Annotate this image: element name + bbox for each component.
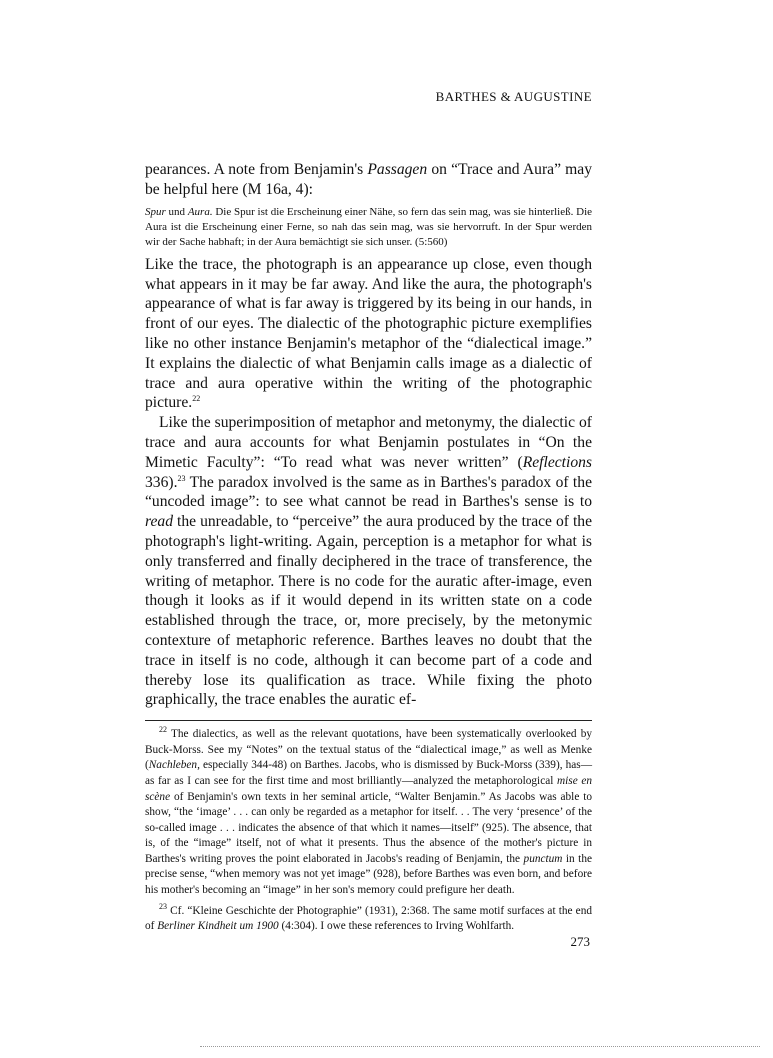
paragraph-superimposition	[145, 413, 592, 710]
intro-italic-passagen: Passagen	[367, 161, 428, 178]
quote-italic-aura: Aura.	[187, 205, 213, 218]
footnote-22-text-3: of Benjamin's own texts in her seminal article, “Walter Benjamin.” As Jacobs was able to show, “the ‘image’ . . . can only be regarded as a metaphor for itself. . . The very ‘presence’ of the so-called image . . . indicates the absence of that which it names—itself” (925). The absence, that is, of the “image” itself, not of what it presents. Thus the absence of the mother's picture in Barthes's writing proves the point elaborated in Jacobs's reading of Benjamin, the	[145, 790, 592, 865]
footnote-22-italic-mise-en-scene: mise en scène	[145, 774, 592, 803]
para2-text-4: the unreadable, to “perceive” the aura produced by the trace of the photograph's light-writing. Again, perception is a metaphor for what is only transferred and finally deciphered in the trace of transference, the writing of metaphor. There is no code for the auratic after-image, even though it looks as if it would depend in its written state on a code established through the trace, or, more precisely, by the metonymic contexture of metaphoric reference. Barthes leaves no doubt that the trace in itself is no code, although it can become part of a code and thereby lose its qualification as trace. While fixing the photo graphically, the trace enables the auratic ef-	[145, 513, 592, 709]
footnote-23-number: 23	[159, 901, 167, 911]
footnote-23	[145, 901, 592, 935]
footnote-23-text-2: (4:304). I owe these references to Irving Wohlfarth.	[278, 920, 515, 933]
intro-text-1: pearances. A note from Benjamin's	[145, 161, 368, 178]
footnote-23-text-1: Cf. “Kleine Geschichte der Photographie” (1931), 2:368. The same motif surfaces at the end of	[145, 904, 592, 933]
para2-italic-read: read	[145, 513, 174, 531]
footnote-divider	[145, 720, 592, 721]
quote-italic-spur: Spur	[145, 205, 166, 218]
quote-text-2: Die Spur ist die Erscheinung einer Nähe, so fern das sein mag, was sie hinterließ. Die Aura ist die Erscheinung einer Ferne, so nah das sein mag, was sie hervorruft. In der Spur werden wir der Sache habhaft; in der Aura bemächtigt sie sich unser. (5:560)	[145, 205, 593, 249]
footnote-22-italic-punctum: punctum	[523, 852, 563, 865]
main-text-block	[145, 160, 592, 940]
para2-text-1: Like the superimposition of metaphor and metonymy, the dialectic of trace and aura accounts for what Benjamin postulates in “On the Mimetic Faculty”: “To read what was never written” (	[145, 414, 592, 471]
footnote-ref-22[interactable]: 22	[192, 394, 201, 404]
footnote-23-italic-berliner-kindheit: Berliner Kindheit um 1900	[157, 920, 279, 933]
paragraph-trace-photograph	[145, 255, 592, 413]
footnote-22-text-4: in the precise sense, “when memory was not yet image” (928), before Barthes was even born, and before his mother's becoming an “image” in her son's memory could prefigure her death.	[145, 852, 592, 897]
para2-italic-reflections: Reflections	[522, 453, 592, 471]
footnote-22-number: 22	[159, 725, 167, 735]
footnote-22	[145, 727, 592, 899]
page-number: 273	[570, 934, 590, 949]
para1-text: Like the trace, the photograph is an appearance up close, even though what appears in it may be far away. And like the aura, the photograph's appearance of what is far away is triggered by its being in our hands, in front of our eyes. The dialectic of the photographic picture exemplifies like no other instance Benjamin's metaphor of the “dialectical image.” It explains the dialectic of what Benjamin calls image as a dialectic of trace and aura operative within the writing of the photographic picture.	[145, 255, 592, 412]
running-head: BARTHES & AUGUSTINE	[435, 89, 592, 104]
quote-text-1: und	[165, 205, 188, 218]
block-quote	[145, 205, 592, 251]
para2-text-2: 336).	[145, 473, 178, 491]
footnote-22-italic-nachleben: Nachleben,	[148, 759, 200, 772]
footnote-ref-23[interactable]: 23	[177, 473, 186, 483]
footnote-22-text-1: The dialectics, as well as the relevant quotations, have been systematically overlooked by Buck-Morss. See my “Notes” on the textual status of the “dialectical image,” as well as Menke (	[145, 728, 592, 772]
para2-text-3: The paradox involved is the same as in Barthes's paradox of the “uncoded image”: to see what cannot be read in Barthes's sense is to	[145, 473, 592, 511]
intro-paragraph	[145, 160, 592, 200]
intro-text-2: on “Trace and Aura” may be helpful here (M 16a, 4):	[145, 161, 592, 198]
scan-artifact-line	[200, 1046, 760, 1047]
footnote-22-text-2: especially 344-48) on Barthes. Jacobs, who is dismissed by Buck-Morss (339), has—as far as I can see for the first time and most brilliantly—analyzed the metaphorological	[145, 759, 592, 787]
